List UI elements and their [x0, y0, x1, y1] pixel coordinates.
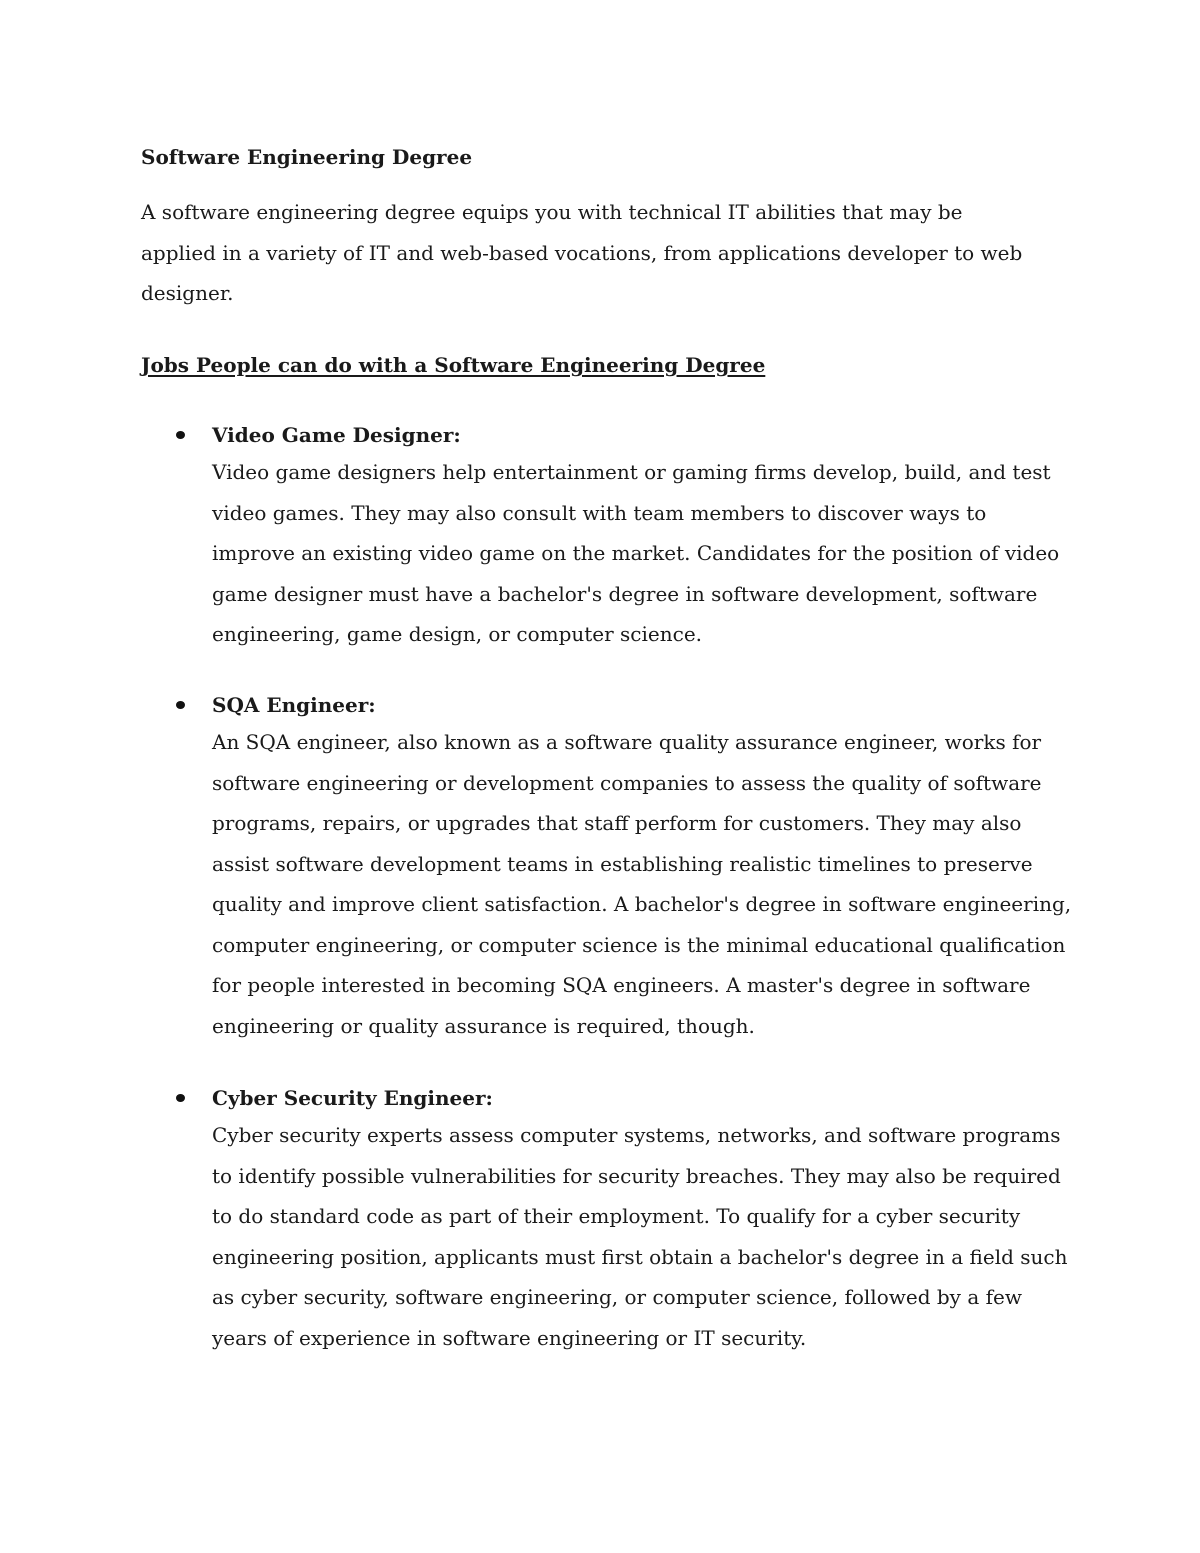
document-title: Software Engineering Degree: [141, 145, 473, 169]
job-title: Video Game Designer:: [212, 423, 461, 447]
job-title: Cyber Security Engineer:: [212, 1086, 493, 1110]
bullet-icon: [176, 1094, 185, 1102]
bullet-icon: [176, 701, 185, 709]
list-item-sqa-engineer: [212, 692, 1072, 1046]
list-item-cyber-security-engineer: [212, 1085, 1072, 1358]
list-item-video-game-designer: [212, 422, 1072, 655]
bullet-icon: [176, 431, 185, 439]
section-heading: Jobs People can do with a Software Engineering Degree: [141, 353, 766, 377]
job-description: Video game designers help entertainment or gaming firms develop, build, and test video games. They may also consult with team members to discover ways to improve an existing video game on the market. Candidates for the position of video game designer must have a bachelor's degree in software development, software engineering, game design, or computer science.: [212, 460, 1060, 646]
job-description: Cyber security experts assess computer systems, networks, and software programs to identify possible vulnerabilities for security breaches. They may also be required to do standard code as part of their employment. To qualify for a cyber security engineering position, applicants must first obtain a bachelor's degree in a field such as cyber security, software engineering, or computer science, followed by a few years of experience in software engineering or IT security.: [212, 1123, 1068, 1350]
job-description: An SQA engineer, also known as a software quality assurance engineer, works for software engineering or development companies to assess the quality of software programs, repairs, or upgrades that staff perform for customers. They may also assist software development teams in establishing realistic timelines to preserve quality and improve client satisfaction. A bachelor's degree in software engineering, computer engineering, or computer science is the minimal educational qualification for people interested in becoming SQA engineers. A master's degree in software engineering or quality assurance is required, though.: [212, 730, 1072, 1038]
intro-paragraph: A software engineering degree equips you with technical IT abilities that may be applied in a variety of IT and web-based vocations, from applications developer to web designer.: [141, 200, 1023, 305]
job-title: SQA Engineer:: [212, 693, 376, 717]
